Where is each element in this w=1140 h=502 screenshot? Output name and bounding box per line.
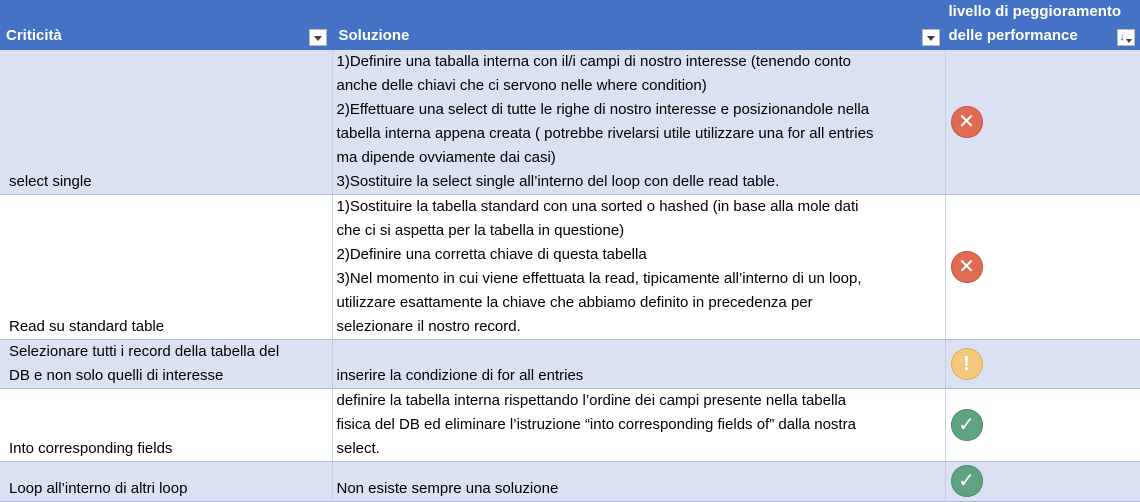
cell-livello[interactable] xyxy=(945,50,1140,195)
cell-criticita[interactable] xyxy=(0,195,332,340)
chevron-down-icon xyxy=(927,36,935,41)
header-row xyxy=(0,0,1140,50)
cell-soluzione[interactable] xyxy=(332,50,945,195)
sort-descending-icon: ↓ xyxy=(1119,32,1125,43)
table-row xyxy=(0,340,1140,389)
cell-criticita[interactable] xyxy=(0,340,332,389)
cell-livello[interactable] xyxy=(945,340,1140,389)
soluzione-text: 1)Sostituire la tabella standard con una sorted o hashed (in base alla mole dati xyxy=(336,198,859,215)
x-circle-icon: ✕ xyxy=(951,251,983,283)
exclamation-circle-icon: ! xyxy=(951,348,983,380)
soluzione-text: 3)Sostituire la select single all’interno del loop con delle read table. xyxy=(336,173,780,190)
criticita-text: select single xyxy=(9,173,92,190)
cell-soluzione[interactable] xyxy=(332,340,945,389)
check-circle-icon: ✓ xyxy=(951,409,983,441)
soluzione-text: select. xyxy=(336,440,380,457)
table-row xyxy=(0,389,1140,462)
filter-dropdown-button-soluzione[interactable] xyxy=(922,29,940,46)
soluzione-text: 2)Definire una corretta chiave di questa tabella xyxy=(336,246,647,263)
soluzione-text: definire la tabella interna rispettando l’ordine dei campi presente nella tabella xyxy=(336,392,846,409)
cell-criticita[interactable] xyxy=(0,389,332,462)
table-row xyxy=(0,195,1140,340)
soluzione-text: anche delle chiavi che ci servono nelle where condition) xyxy=(336,77,707,94)
soluzione-text: ma dipende ovviamente dai casi) xyxy=(336,149,556,166)
soluzione-text: fisica del DB ed eliminare l’istruzione “into corresponding fields of” dalla nostra xyxy=(336,416,856,433)
table-row xyxy=(0,50,1140,195)
criticita-text: Into corresponding fields xyxy=(9,440,173,457)
x-circle-icon: ✕ xyxy=(951,106,983,138)
criticita-text: Read su standard table xyxy=(9,318,165,335)
cell-livello[interactable] xyxy=(945,195,1140,340)
cell-livello[interactable] xyxy=(945,462,1140,502)
cell-criticita[interactable] xyxy=(0,462,332,502)
cell-soluzione[interactable] xyxy=(332,462,945,502)
check-circle-icon: ✓ xyxy=(951,465,983,497)
header-soluzione-label: Soluzione xyxy=(338,27,410,44)
soluzione-text: utilizzare esattamente la chiave che abbiamo definito in precedenza per xyxy=(336,294,813,311)
header-criticita xyxy=(0,0,332,50)
soluzione-text: che ci si aspetta per la tabella in questione) xyxy=(336,222,625,239)
cell-soluzione[interactable] xyxy=(332,195,945,340)
soluzione-text: 3)Nel momento in cui viene effettuata la read, tipicamente all’interno di un loop, xyxy=(336,270,862,287)
header-livello-line2: delle performance xyxy=(948,27,1078,44)
table-row xyxy=(0,462,1140,502)
criticita-text: Selezionare tutti i record della tabella del xyxy=(9,343,280,360)
soluzione-text: tabella interna appena creata ( potrebbe rivelarsi utile utilizzare una for all entries xyxy=(336,125,874,142)
header-soluzione xyxy=(332,0,945,50)
criticita-text: Loop all’interno di altri loop xyxy=(9,480,188,497)
cell-livello[interactable] xyxy=(945,389,1140,462)
filter-sort-button-livello[interactable] xyxy=(1117,29,1135,46)
header-livello-line1: livello di peggioramento xyxy=(948,3,1122,20)
soluzione-text: Non esiste sempre una soluzione xyxy=(336,480,559,497)
chevron-down-icon xyxy=(314,36,322,41)
header-criticita-label: Criticità xyxy=(6,27,62,44)
cell-soluzione[interactable] xyxy=(332,389,945,462)
soluzione-text: 1)Definire una taballa interna con il/i campi di nostro interesse (tenendo conto xyxy=(336,53,851,70)
header-livello xyxy=(945,0,1140,50)
soluzione-text: 2)Effettuare una select di tutte le righe di nostro interesse e posizionandole nella xyxy=(336,101,870,118)
filter-dropdown-button-criticita[interactable] xyxy=(309,29,327,46)
cell-criticita[interactable] xyxy=(0,50,332,195)
soluzione-text: selezionare il nostro record. xyxy=(336,318,521,335)
criticita-text: DB e non solo quelli di interesse xyxy=(9,367,224,384)
chevron-down-icon xyxy=(1126,39,1132,43)
soluzione-text: inserire la condizione di for all entries xyxy=(336,367,584,384)
